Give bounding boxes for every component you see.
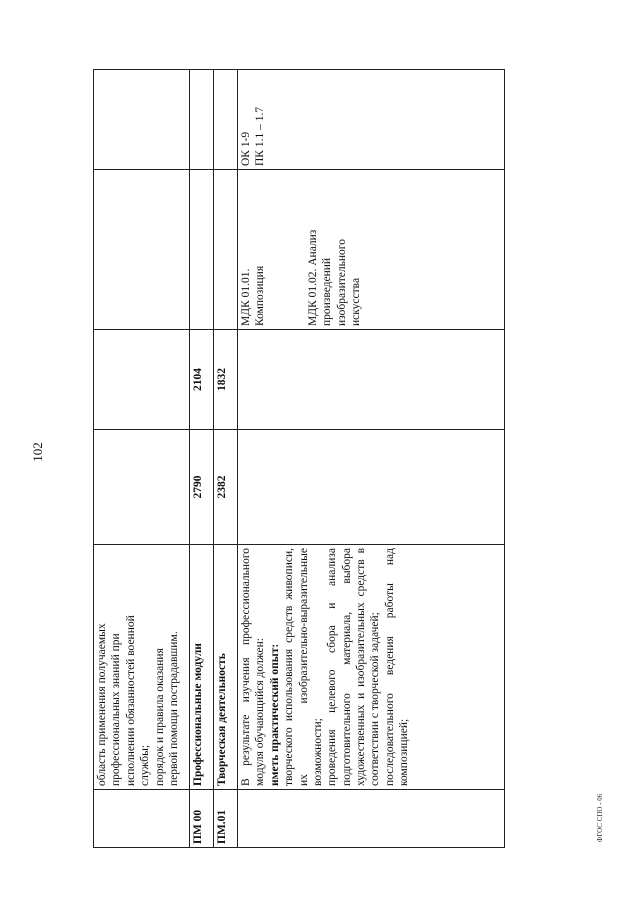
cell-max-hours: 2790 (190, 430, 214, 545)
table-row (214, 70, 238, 848)
competency-ok: ОК 1-9 (240, 131, 252, 166)
mdk-item: МДК 01.01. Композиция (240, 265, 267, 326)
list-item: последовательного ведения работы над композицией; (383, 548, 411, 786)
intro-text: В результате изучения профессионального модуля обучающийся должен: (240, 548, 267, 786)
table-row (190, 70, 214, 848)
cell-max-hours (238, 430, 505, 545)
text-line: профессиональных знаний при (110, 633, 123, 786)
text-line: порядок и правила оказания (153, 648, 166, 786)
curriculum-table (93, 69, 505, 848)
cell-mandatory-hours (94, 330, 190, 430)
text-line: исполнении обязанностей военной (124, 615, 137, 786)
cell-code: ПМ 00 (190, 790, 214, 848)
cell-description (94, 545, 190, 790)
table-row (94, 70, 190, 848)
cell-mandatory-hours (238, 330, 505, 430)
text-line: первой помощи пострадавшим. (167, 631, 180, 786)
cell-max-hours: 2382 (214, 430, 238, 545)
cell-mandatory-hours: 1832 (214, 330, 238, 430)
cell-code (238, 790, 505, 848)
cell-mdk (214, 170, 238, 330)
cell-mdk (94, 170, 190, 330)
mdk-item: МДК 01.02. Анализ произведений изобразительного искусства (306, 229, 362, 326)
cell-mandatory-hours: 2104 (190, 330, 214, 430)
cell-code (94, 790, 190, 848)
list-item: проведения целевого сбора и анализа подготовительного материала, выбора художественных и изобразительных средств в соответствии с творческой задачей; (326, 548, 382, 786)
page-number: 102 (30, 442, 45, 462)
cell-competencies (94, 70, 190, 170)
cell-description (238, 545, 505, 790)
cell-mdk (238, 170, 505, 330)
cell-title: Творческая деятельность (214, 545, 238, 790)
cell-competencies (190, 70, 214, 170)
cell-code: ПМ.01 (214, 790, 238, 848)
cell-mdk (190, 170, 214, 330)
cell-max-hours (94, 430, 190, 545)
text-line: область применения получаемых (96, 623, 108, 786)
section-heading: иметь практический опыт: (268, 643, 281, 786)
text-line: службы; (139, 744, 152, 786)
list-item: творческого использования средств живописи, их изобразительно-выразительные возможности; (283, 548, 324, 786)
table-row (238, 70, 505, 848)
competency-pk: ПК 1.1 – 1.7 (254, 106, 267, 166)
cell-competencies (214, 70, 238, 170)
footer-text: ФГОС СПО - 06 (596, 793, 604, 843)
rotated-table-container (93, 70, 505, 848)
cell-competencies (238, 70, 505, 170)
cell-title: Профессиональные модули (190, 545, 214, 790)
